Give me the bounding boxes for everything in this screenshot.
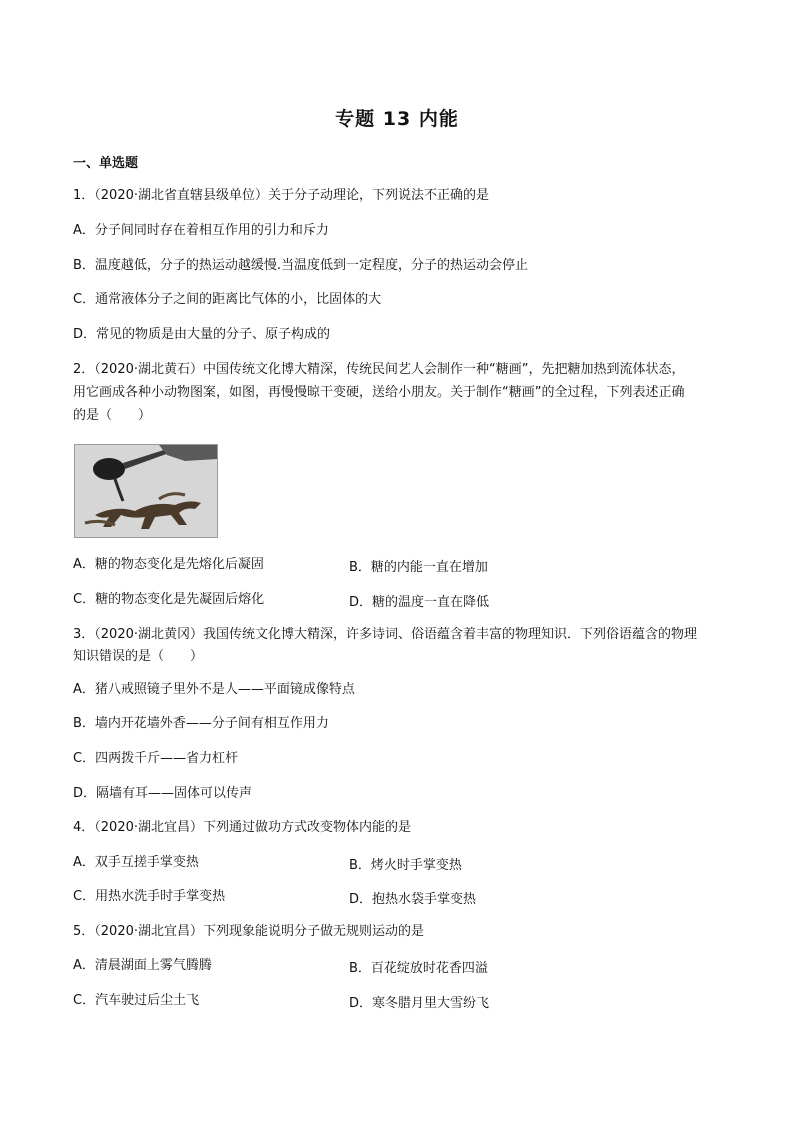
sugar-painting-figure [74, 444, 218, 538]
question-5-option-a: A．清晨湖面上雾气腾腾 [73, 958, 212, 973]
question-3-stem-line-2: 知识错误的是（ ） [73, 649, 204, 664]
question-2-option-b: B．糖的内能一直在增加 [349, 560, 488, 575]
sugar-painting-image [75, 445, 217, 537]
question-4-option-c: C．用热水洗手时手掌变热 [73, 889, 226, 904]
question-2-option-d: D．糖的温度一直在降低 [349, 595, 490, 610]
question-5-stem: 5．（2020·湖北宜昌）下列现象能说明分子做无规则运动的是 [73, 924, 424, 939]
question-2-option-a: A．糖的物态变化是先熔化后凝固 [73, 557, 264, 572]
question-5-option-d: D．寒冬腊月里大雪纷飞 [349, 996, 490, 1011]
question-2-stem-line-2: 用它画成各种小动物图案，如图，再慢慢晾干变硬，送给小朋友。关于制作“糖画”的全过程，下列表述正确 [73, 385, 685, 400]
question-3-option-b: B．墙内开花墙外香——分子间有相互作用力 [73, 716, 329, 731]
question-1-stem: 1．（2020·湖北省直辖县级单位）关于分子动理论，下列说法不正确的是 [73, 188, 489, 203]
page-title: 专题 13 内能 [335, 108, 459, 130]
question-1-option-b: B．温度越低，分子的热运动越缓慢.当温度低到一定程度，分子的热运动会停止 [73, 258, 529, 273]
question-4-option-a: A．双手互搓手掌变热 [73, 855, 199, 870]
question-1-option-d: D．常见的物质是由大量的分子、原子构成的 [73, 327, 331, 342]
question-5-option-c: C．汽车驶过后尘土飞 [73, 993, 200, 1008]
question-1-option-a: A．分子间同时存在着相互作用的引力和斥力 [73, 223, 329, 238]
question-4-stem: 4．（2020·湖北宜昌）下列通过做功方式改变物体内能的是 [73, 820, 411, 835]
question-1-option-c: C．通常液体分子之间的距离比气体的小，比固体的大 [73, 292, 382, 307]
section-heading: 一、单选题 [73, 156, 139, 171]
question-2-option-c: C．糖的物态变化是先凝固后熔化 [73, 592, 265, 607]
question-3-option-c: C．四两拨千斤——省力杠杆 [73, 751, 239, 766]
question-3-option-a: A．猪八戒照镜子里外不是人——平面镜成像特点 [73, 682, 355, 697]
question-3-option-d: D．隔墙有耳——固体可以传声 [73, 786, 253, 801]
question-4-option-d: D．抱热水袋手掌变热 [349, 892, 477, 907]
spoon-bowl [93, 458, 125, 480]
question-4-option-b: B．烤火时手掌变热 [349, 858, 462, 873]
question-3-stem-line-1: 3．（2020·湖北黄冈）我国传统文化博大精深，许多诗词、俗语蕴含着丰富的物理知识．下列俗语蕴含的物理 [73, 627, 697, 642]
question-2-stem-line-3: 的是（ ） [73, 408, 152, 423]
question-2-stem-line-1: 2．（2020·湖北黄石）中国传统文化博大精深，传统民间艺人会制作一种“糖画”，先把糖加热到流体状态， [73, 362, 685, 377]
question-5-option-b: B．百花绽放时花香四溢 [349, 961, 488, 976]
